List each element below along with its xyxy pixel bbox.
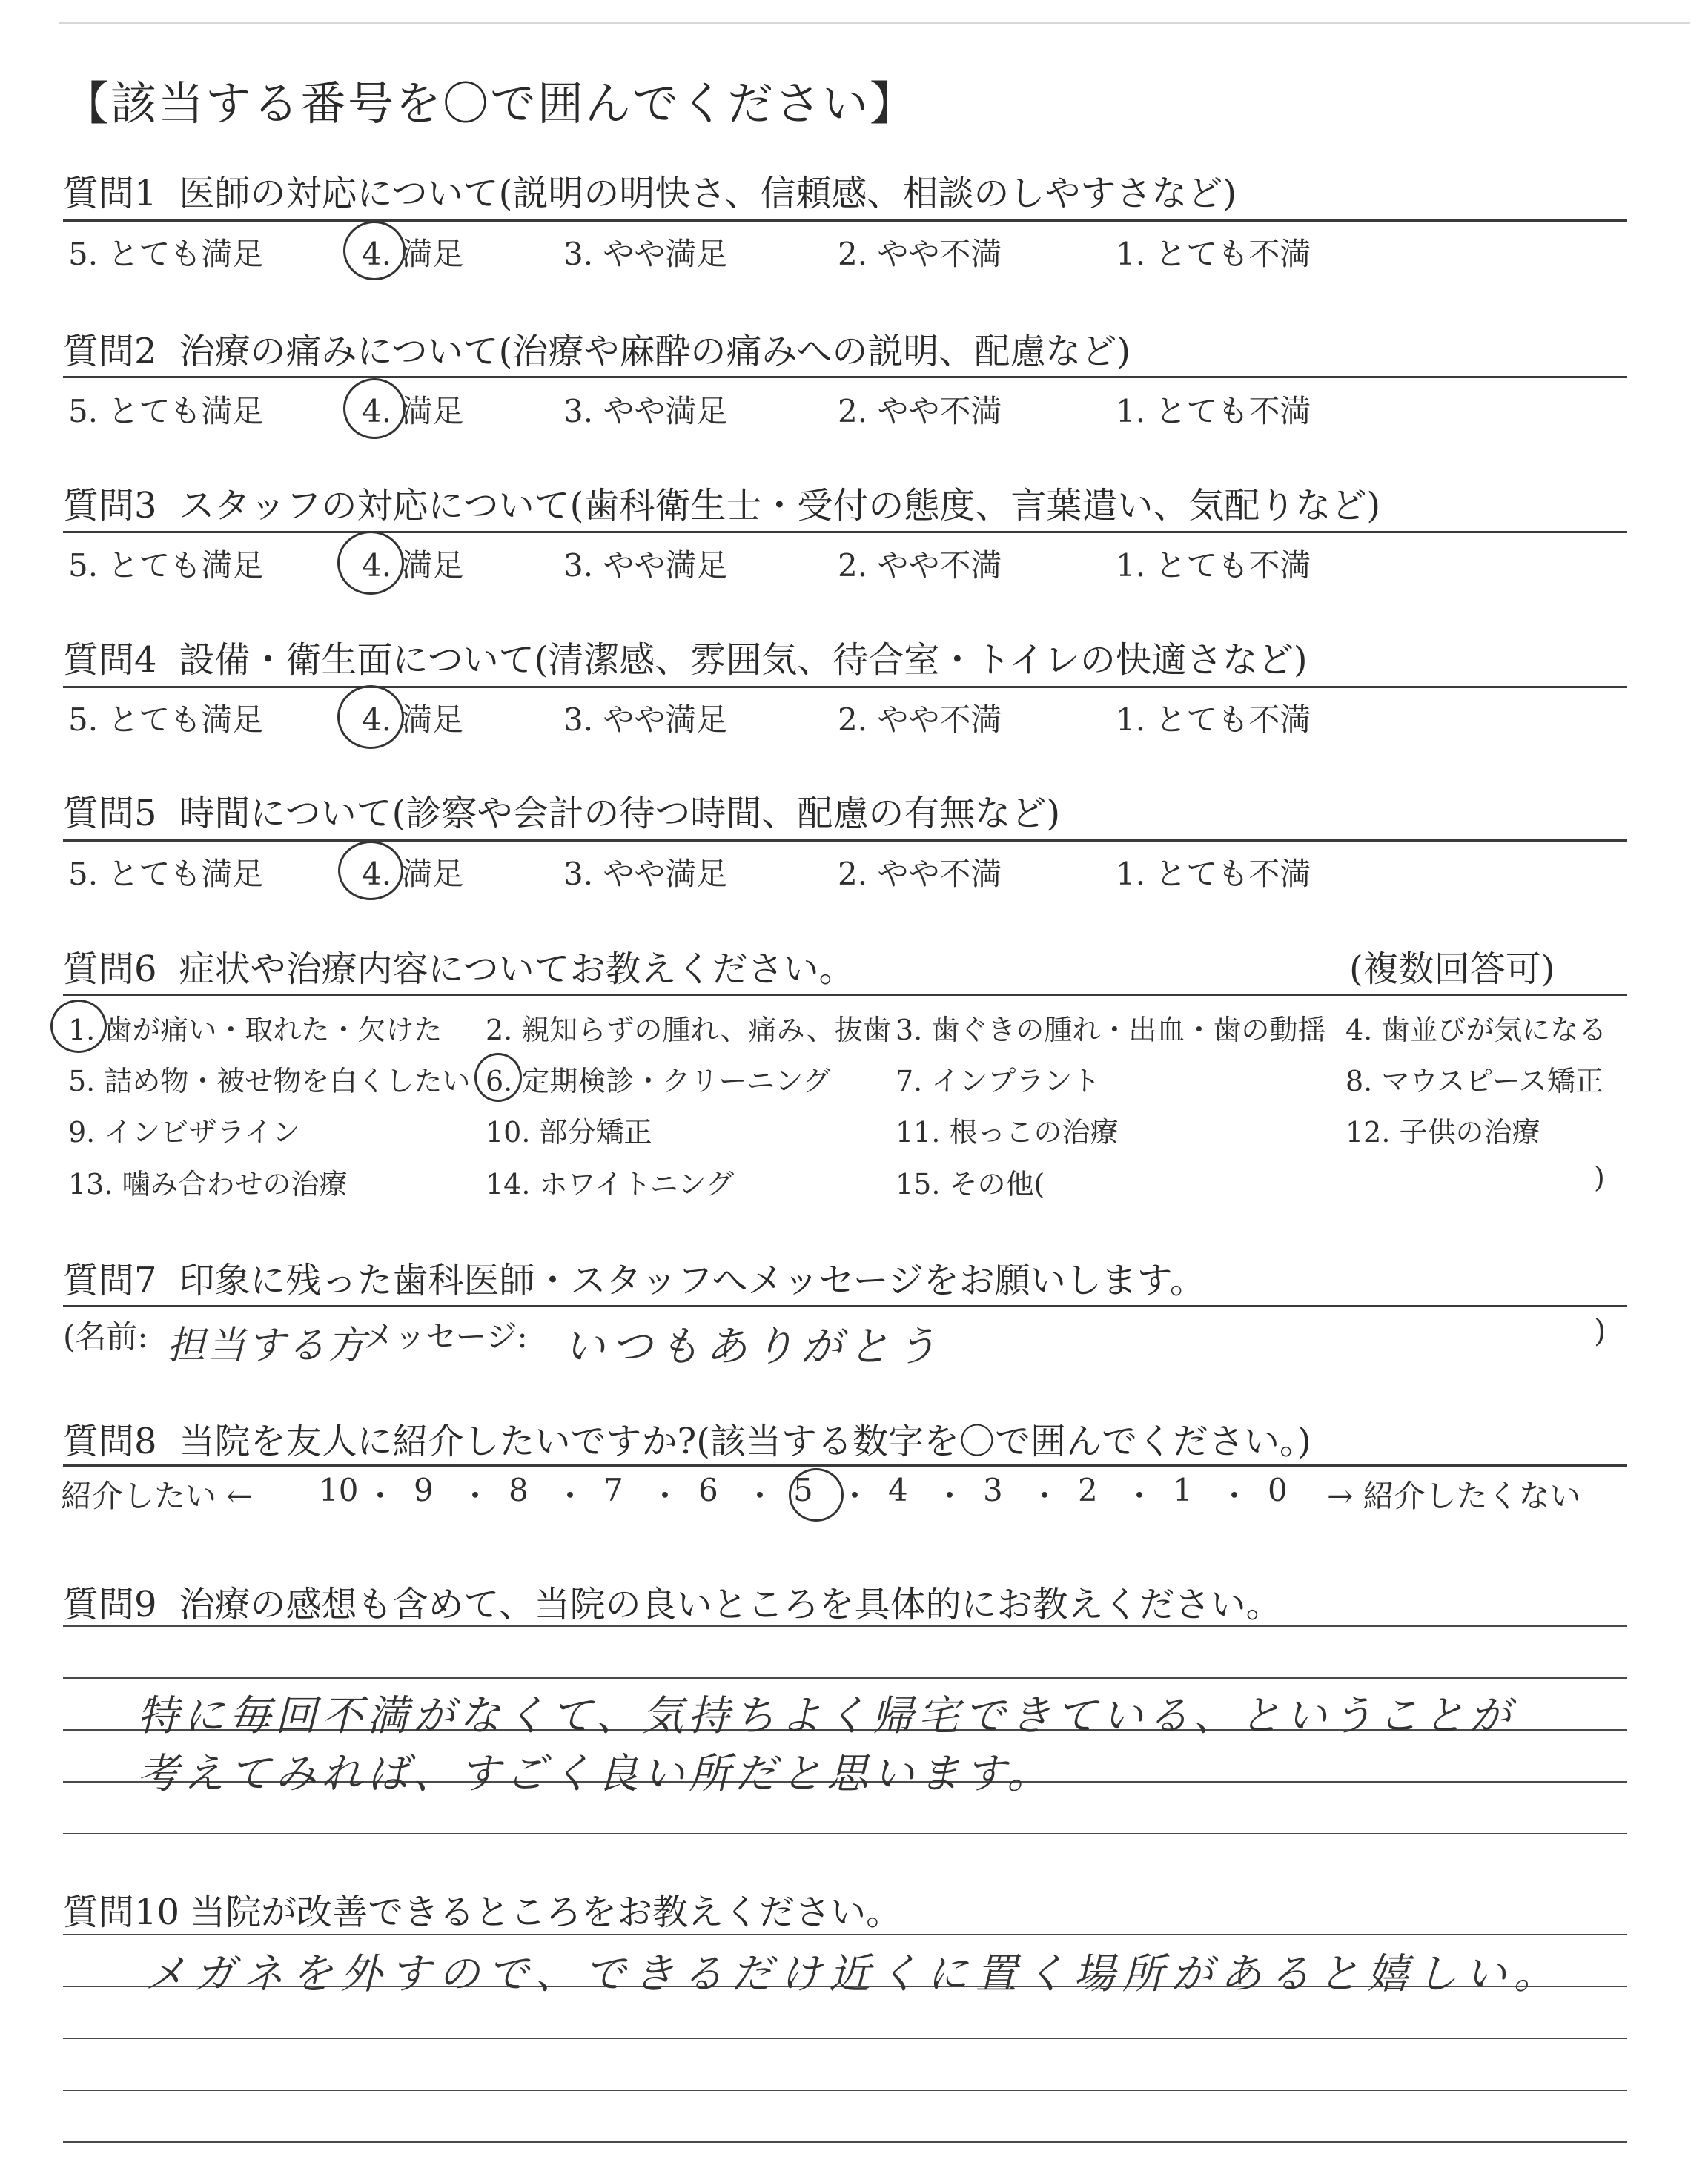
q8-scale-6[interactable]: 6 (698, 1472, 718, 1508)
q6-option-14[interactable]: 14. ホワイトニング (486, 1168, 735, 1200)
q5-option-3[interactable]: 3. やや満足 (563, 856, 728, 892)
question-text: 治療の痛みについて(治療や麻酔の痛みへの説明、配慮など) (179, 331, 1131, 372)
q4-option-3[interactable]: 3. やや満足 (563, 701, 728, 738)
q1-selection-circle (343, 221, 406, 280)
divider (63, 686, 1627, 688)
q8-selection-circle (789, 1468, 844, 1522)
divider (63, 1464, 1627, 1467)
question-text: スタッフの対応について(歯科衛生士・受付の態度、言葉遣い、気配りなど) (179, 485, 1381, 526)
divider (63, 1305, 1627, 1307)
divider (63, 994, 1627, 996)
answer-line (63, 1934, 1627, 1935)
q9-answer-line-1: 特に毎回不満がなくて、気持ちよく帰宅できている、ということが (137, 1692, 1515, 1740)
q2-option-2[interactable]: 2. やや不満 (838, 393, 1002, 429)
q10-answer-line-1: メガネを外すので、できるだけ近くに置く場所があると嬉しい。 (145, 1950, 1563, 1998)
q7-message-label: メッセージ: (363, 1318, 528, 1355)
q1-option-5[interactable]: 5. とても満足 (68, 236, 264, 272)
q1-option-1[interactable]: 1. とても不満 (1116, 236, 1311, 272)
question-number: 質問8 (63, 1421, 157, 1462)
q4-option-4[interactable]: 4. 満足 (362, 701, 464, 738)
question-4-title (63, 631, 1308, 682)
question-8-title (63, 1413, 1311, 1464)
q3-selection-circle (337, 531, 404, 595)
q8-scale-separator: ・ (1124, 1478, 1156, 1514)
q6-option-2[interactable]: 2. 親知らずの腫れ、痛み、抜歯 (486, 1014, 891, 1046)
question-7-title (63, 1252, 1205, 1303)
q8-scale-separator: ・ (460, 1478, 491, 1514)
q6-option-6[interactable]: 6. 定期検診・クリーニング (486, 1065, 831, 1097)
q6-option-5[interactable]: 5. 詰め物・被せ物を白くしたい (68, 1065, 471, 1097)
answer-line (63, 2038, 1627, 2039)
q2-option-3[interactable]: 3. やや満足 (563, 393, 728, 429)
question-number: 質問6 (63, 948, 157, 990)
q8-scale-9[interactable]: 9 (414, 1472, 434, 1508)
q8-scale-7[interactable]: 7 (603, 1472, 623, 1508)
q6-option-1[interactable]: 1. 歯が痛い・取れた・欠けた (68, 1014, 443, 1046)
q8-scale-4[interactable]: 4 (888, 1472, 908, 1508)
q8-scale-separator: ・ (555, 1478, 586, 1514)
q7-message-handwritten: いつもありがとう (563, 1323, 943, 1371)
q8-scale-5[interactable]: 5 (793, 1472, 813, 1508)
answer-line (63, 1833, 1627, 1834)
question-5-title (63, 785, 1060, 836)
q7-name-handwritten: 担当する方 (167, 1324, 368, 1368)
q8-scale-1[interactable]: 1 (1173, 1472, 1193, 1508)
q6-option-3[interactable]: 3. 歯ぐきの腫れ・出血・歯の動揺 (896, 1014, 1326, 1046)
question-text: 当院を友人に紹介したいですか?(該当する数字を〇で囲んでください。) (179, 1421, 1311, 1462)
q6-option-8[interactable]: 8. マウスピース矯正 (1345, 1065, 1603, 1097)
q2-selection-circle (343, 378, 406, 439)
answer-line (63, 1677, 1627, 1679)
q6-option-4[interactable]: 4. 歯並びが気になる (1345, 1014, 1607, 1046)
divider (63, 531, 1627, 533)
q6-option-10[interactable]: 10. 部分矯正 (486, 1116, 652, 1149)
divider (63, 376, 1627, 378)
q8-scale-separator: ・ (365, 1478, 397, 1514)
question-text: 治療の感想も含めて、当院の良いところを具体的にお教えください。 (179, 1584, 1282, 1625)
q8-scale-separator: ・ (934, 1478, 966, 1514)
question-text: 症状や治療内容についてお教えください。 (179, 948, 855, 990)
question-text: 印象に残った歯科医師・スタッフへメッセージをお願いします。 (179, 1260, 1205, 1301)
divider (63, 219, 1627, 222)
q8-scale-separator: ・ (839, 1478, 871, 1514)
q7-close-paren: ) (1594, 1312, 1606, 1349)
question-number: 質問2 (63, 331, 157, 372)
answer-line (63, 2141, 1627, 2143)
q1-option-4[interactable]: 4. 満足 (362, 236, 464, 272)
q6-option-13[interactable]: 13. 噛み合わせの治療 (68, 1168, 348, 1200)
q4-option-1[interactable]: 1. とても不満 (1116, 701, 1311, 738)
question-text: 設備・衛生面について(清潔感、雰囲気、待合室・トイレの快適さなど) (179, 639, 1308, 681)
q8-scale-0[interactable]: 0 (1268, 1472, 1288, 1508)
q4-option-5[interactable]: 5. とても満足 (68, 701, 264, 738)
question-6-title (63, 940, 855, 991)
answer-line (63, 1625, 1627, 1627)
question-number: 質問3 (63, 485, 157, 526)
q8-scale-separator: ・ (649, 1478, 681, 1514)
q3-option-4[interactable]: 4. 満足 (362, 547, 464, 584)
q8-scale-separator: ・ (744, 1478, 776, 1514)
q9-answer-line-2: 考えてみれば、すごく良い所だと思います。 (137, 1750, 1053, 1798)
question-number: 質問1 (63, 173, 157, 214)
question-10-title (63, 1883, 901, 1935)
q5-option-1[interactable]: 1. とても不満 (1116, 856, 1311, 892)
q2-option-4[interactable]: 4. 満足 (362, 393, 464, 429)
q6-other-close-paren: ) (1594, 1161, 1605, 1194)
q5-option-5[interactable]: 5. とても満足 (68, 856, 264, 892)
question-number: 質問10 (63, 1892, 180, 1933)
question-1-title (63, 165, 1237, 216)
question-text: 時間について(診察や会計の待つ時間、配慮の有無など) (179, 793, 1061, 834)
q5-option-2[interactable]: 2. やや不満 (838, 856, 1002, 892)
question-2-title (63, 323, 1131, 374)
question-text: 医師の対応について(説明の明快さ、信頼感、相談のしやすさなど) (179, 173, 1237, 214)
q6-option-15[interactable]: 15. その他( (896, 1168, 1045, 1200)
q8-scale-10[interactable]: 10 (319, 1472, 359, 1508)
q4-selection-circle (337, 685, 404, 749)
question-number: 質問5 (63, 793, 157, 834)
question-number: 質問9 (63, 1584, 157, 1625)
question-3-title (63, 477, 1380, 528)
question-9-title (63, 1576, 1282, 1627)
q8-scale-8[interactable]: 8 (509, 1472, 529, 1508)
q3-option-1[interactable]: 1. とても不満 (1116, 547, 1311, 584)
q1-option-3[interactable]: 3. やや満足 (563, 236, 728, 272)
q3-option-2[interactable]: 2. やや不満 (838, 547, 1002, 584)
q1-option-2[interactable]: 2. やや不満 (838, 236, 1002, 272)
question-number: 質問4 (63, 639, 157, 681)
q5-option-4[interactable]: 4. 満足 (362, 856, 464, 892)
q6-selection-circle-6 (474, 1053, 522, 1102)
q6-option-11[interactable]: 11. 根っこの治療 (896, 1116, 1119, 1149)
q2-option-1[interactable]: 1. とても不満 (1116, 393, 1311, 429)
q3-option-5[interactable]: 5. とても満足 (68, 547, 264, 584)
q7-name-label: (名前: (63, 1318, 148, 1355)
top-border (59, 22, 1690, 24)
q8-scale-separator: ・ (1219, 1478, 1251, 1514)
answer-line (63, 2090, 1627, 2091)
q8-left-label: 紹介したい ← (61, 1478, 253, 1514)
q8-scale-separator: ・ (1029, 1478, 1061, 1514)
q8-right-label: → 紹介したくない (1327, 1478, 1581, 1514)
q2-option-5[interactable]: 5. とても満足 (68, 393, 264, 429)
q6-option-7[interactable]: 7. インプラント (896, 1065, 1101, 1097)
q4-option-2[interactable]: 2. やや不満 (838, 701, 1002, 738)
divider (63, 839, 1627, 842)
instruction-header: 【該当する番号を〇で囲んでください】 (63, 76, 918, 131)
question-text: 当院が改善できるところをお教えください。 (190, 1892, 902, 1933)
multiple-answer-note: (複数回答可) (1349, 948, 1555, 990)
q5-selection-circle (338, 841, 403, 900)
q6-option-12[interactable]: 12. 子供の治療 (1345, 1116, 1540, 1149)
q8-scale-3[interactable]: 3 (983, 1472, 1003, 1508)
q6-option-9[interactable]: 9. インビザライン (68, 1116, 301, 1149)
q8-scale-2[interactable]: 2 (1078, 1472, 1098, 1508)
question-number: 質問7 (63, 1260, 157, 1301)
q6-selection-circle-1 (50, 1000, 107, 1053)
q3-option-3[interactable]: 3. やや満足 (563, 547, 728, 584)
